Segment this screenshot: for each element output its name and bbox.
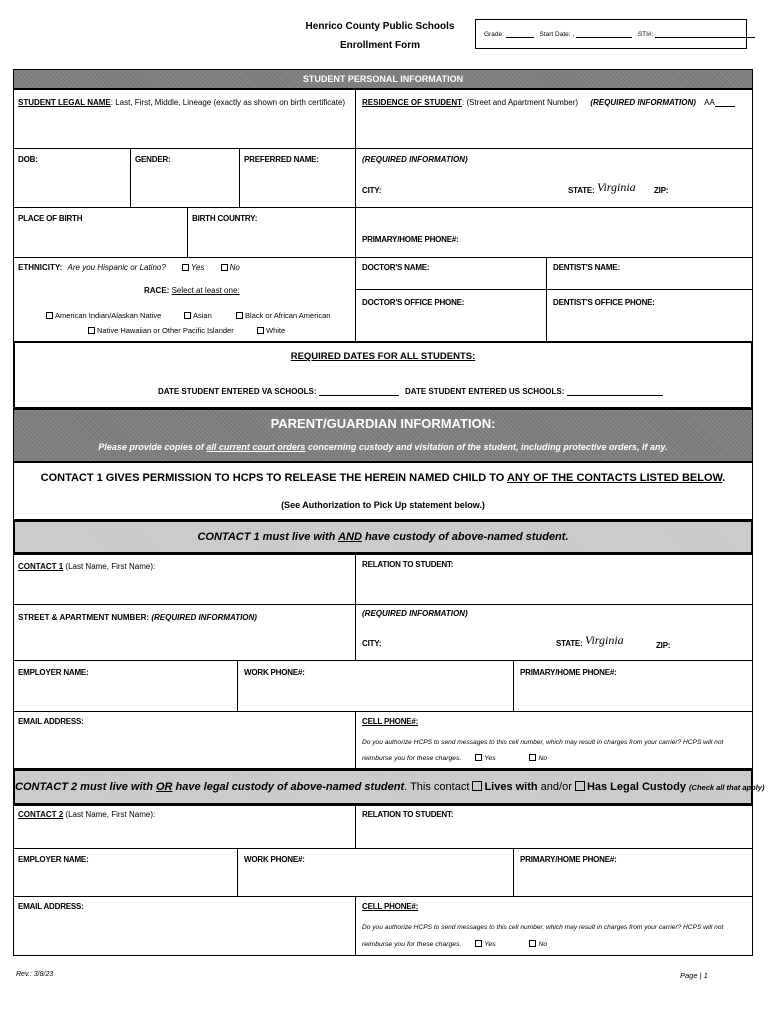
contact2-has-custody-label: Has Legal Custody xyxy=(586,781,686,793)
contact1-header xyxy=(13,520,753,554)
ethnicity-yes-label: Yes xyxy=(191,263,205,272)
contact2-check-all: (Check all that apply) xyxy=(689,783,765,792)
contact2-work-phone-cell[interactable] xyxy=(237,848,514,897)
contact2-home-phone-cell[interactable] xyxy=(513,848,753,897)
city-label: CITY: xyxy=(362,186,382,195)
aa-field[interactable] xyxy=(715,106,735,107)
state-value: Virginia xyxy=(597,180,636,194)
contact2-andor: and/or xyxy=(537,781,575,793)
contact1-employer-cell[interactable] xyxy=(13,660,238,712)
ethnicity-label: ETHNICITY: xyxy=(18,263,63,272)
dentist-name-label: DENTIST'S NAME: xyxy=(553,263,620,272)
city-state-cell[interactable] xyxy=(355,148,753,208)
contact2-email-label: EMAIL ADDRESS: xyxy=(18,902,84,911)
contact1-cell-no-checkbox[interactable] xyxy=(529,754,536,761)
contact1-street-label: STREET & APARTMENT NUMBER: xyxy=(18,613,150,622)
grade-field[interactable] xyxy=(506,37,534,38)
dentist-name-cell[interactable] xyxy=(546,257,753,290)
ethnicity-no-checkbox[interactable] xyxy=(221,264,228,271)
race-pacific-islander-checkbox[interactable] xyxy=(88,327,95,334)
race-option: Asian xyxy=(193,311,212,320)
dentist-phone-cell[interactable] xyxy=(546,289,753,342)
court-order-note-end: concerning custody and visitation of the student, including protective orders, if any. xyxy=(305,442,668,452)
required-dates-box xyxy=(13,341,753,409)
contact2-has-custody-checkbox[interactable] xyxy=(575,781,585,791)
revision-date: Rev.: 3/8/23 xyxy=(16,971,54,978)
ethnicity-no-label: No xyxy=(229,263,240,272)
contact2-cell-label: CELL PHONE#: xyxy=(362,902,419,911)
contact1-state-label: STATE: xyxy=(556,639,583,648)
residence-required: (REQUIRED INFORMATION) xyxy=(590,98,696,107)
race-asian-checkbox[interactable] xyxy=(184,312,191,319)
contact2-cell-no-checkbox[interactable] xyxy=(529,940,536,947)
legal-name-hint: : Last, First, Middle, Lineage (exactly as shown on birth certificate) xyxy=(110,98,346,107)
gender-label: GENDER: xyxy=(135,155,171,164)
contact2-header-mid: have legal custody of above-named student xyxy=(172,781,405,793)
student-section-header xyxy=(13,69,753,89)
start-date-field[interactable] xyxy=(576,37,632,38)
contact2-header xyxy=(13,769,765,805)
residence-cell[interactable] xyxy=(355,89,753,149)
contact1-city-required: (REQUIRED INFORMATION) xyxy=(362,609,468,618)
page-number: Page | 1 xyxy=(680,971,708,980)
contact1-cell-phone-cell[interactable] xyxy=(355,711,753,769)
contact1-home-phone-cell[interactable] xyxy=(513,660,753,712)
race-black-checkbox[interactable] xyxy=(236,312,243,319)
contact1-city-label: CITY: xyxy=(362,639,382,648)
contact2-cell-note2: reimburse you for these charges. xyxy=(362,941,462,948)
aa-label: AA xyxy=(704,98,715,107)
zip-label: ZIP: xyxy=(654,186,669,195)
contact1-city-cell[interactable] xyxy=(355,604,753,661)
contact2-header-plain: . This contact xyxy=(404,781,473,793)
contact2-employer-label: EMPLOYER NAME: xyxy=(18,855,89,864)
dentist-phone-label: DENTIST'S OFFICE PHONE: xyxy=(553,298,655,307)
contact1-header-text: CONTACT 1 must live with xyxy=(197,531,339,543)
contact2-header-text: CONTACT 2 must live with xyxy=(15,781,156,793)
race-option: Black or African American xyxy=(245,311,331,320)
contact1-cell-yes-label: Yes xyxy=(484,755,496,762)
contact2-header-emphasis: OR xyxy=(155,781,173,793)
residence-label: RESIDENCE OF STUDENT xyxy=(362,98,463,107)
ethnicity-yes-checkbox[interactable] xyxy=(182,264,189,271)
us-date-field[interactable] xyxy=(567,395,663,396)
contact1-header-emphasis: AND xyxy=(338,531,362,543)
contact2-work-phone-label: WORK PHONE#: xyxy=(244,855,305,864)
grade-label: Grade: xyxy=(484,31,504,38)
contact1-header-end: have custody of above-named student. xyxy=(361,531,569,543)
contact1-email-label: EMAIL ADDRESS: xyxy=(18,717,84,726)
permission-statement: CONTACT 1 GIVES PERMISSION TO HCPS TO RELEASE THE HEREIN NAMED CHILD TO xyxy=(40,472,507,484)
contact1-cell-yes-checkbox[interactable] xyxy=(475,754,482,761)
required-dates-title: REQUIRED DATES FOR ALL STUDENTS: xyxy=(290,351,476,362)
contact2-lives-with-label: Lives with xyxy=(484,781,538,793)
state-label: STATE: xyxy=(568,186,595,195)
contact1-street-cell[interactable] xyxy=(13,604,356,661)
contact1-relation-cell[interactable] xyxy=(355,554,753,605)
permission-statement-emphasis: ANY OF THE CONTACTS LISTED BELOW xyxy=(506,472,723,484)
contact2-cell-yes-label: Yes xyxy=(484,941,496,948)
contact2-cell-note: Do you authorize HCPS to send messages to this cell number, which may result in charges from your carrier? HCPS will not xyxy=(362,924,724,931)
birth-country-label: BIRTH COUNTRY: xyxy=(192,214,258,223)
home-phone-cell[interactable] xyxy=(355,207,753,258)
contact1-name-cell[interactable] xyxy=(13,554,356,605)
contact1-relation-label: RELATION TO STUDENT: xyxy=(362,560,454,569)
permission-box xyxy=(13,462,753,520)
dob-label: DOB: xyxy=(18,155,38,164)
contact1-cell-note: Do you authorize HCPS to send messages to this cell number, which may result in charges from your carrier? HCPS will not xyxy=(362,739,724,746)
race-label: RACE: xyxy=(144,286,170,295)
ethnicity-question: Are you Hispanic or Latino? xyxy=(67,263,166,272)
place-of-birth-cell[interactable] xyxy=(13,207,188,258)
contact2-name-hint: (Last Name, First Name): xyxy=(63,810,156,819)
contact1-name-hint: (Last Name, First Name): xyxy=(63,562,156,571)
city-required: (REQUIRED INFORMATION) xyxy=(362,155,468,164)
us-date-label: DATE STUDENT ENTERED US SCHOOLS: xyxy=(405,387,565,396)
race-option: American Indian/Alaskan Native xyxy=(55,311,162,320)
permission-statement-end: . xyxy=(722,472,726,484)
contact1-work-phone-label: WORK PHONE#: xyxy=(244,668,305,677)
doctor-phone-label: DOCTOR'S OFFICE PHONE: xyxy=(362,298,465,307)
office-use-box xyxy=(475,19,747,49)
race-white-checkbox[interactable] xyxy=(257,327,264,334)
doctor-name-cell[interactable] xyxy=(355,257,547,290)
va-date-field[interactable] xyxy=(319,395,399,396)
contact1-cell-label: CELL PHONE#: xyxy=(362,717,419,726)
doctor-name-label: DOCTOR'S NAME: xyxy=(362,263,430,272)
legal-name-cell[interactable] xyxy=(13,89,356,149)
residence-hint: : (Street and Apartment Number) xyxy=(462,98,579,107)
contact1-zip-label: ZIP: xyxy=(656,641,671,650)
sti-field[interactable] xyxy=(655,37,755,38)
race-hint: Select at least one: xyxy=(171,286,240,295)
doctor-phone-cell[interactable] xyxy=(355,289,547,342)
birth-country-cell[interactable] xyxy=(187,207,356,258)
parent-section-title: PARENT/GUARDIAN INFORMATION: xyxy=(270,416,496,431)
contact2-cell-yes-checkbox[interactable] xyxy=(475,940,482,947)
gender-cell[interactable] xyxy=(130,148,240,208)
student-section-title: STUDENT PERSONAL INFORMATION xyxy=(302,74,464,84)
contact2-relation-cell[interactable] xyxy=(355,805,753,849)
contact2-name-cell[interactable] xyxy=(13,805,356,849)
permission-subnote: (See Authorization to Pick Up statement below.) xyxy=(281,500,485,510)
contact1-home-phone-label: PRIMARY/HOME PHONE#: xyxy=(520,668,617,677)
contact2-home-phone-label: PRIMARY/HOME PHONE#: xyxy=(520,855,617,864)
contact1-name-label: CONTACT 1 xyxy=(18,562,64,571)
contact1-employer-label: EMPLOYER NAME: xyxy=(18,668,89,677)
race-american-indian-checkbox[interactable] xyxy=(46,312,53,319)
dob-cell[interactable] xyxy=(13,148,131,208)
preferred-name-label: PREFERRED NAME: xyxy=(244,155,319,164)
form-subtitle: Enrollment Form xyxy=(339,40,420,51)
court-order-note: Please provide copies of xyxy=(98,442,207,452)
preferred-name-cell[interactable] xyxy=(239,148,356,208)
contact2-cell-no-label: No xyxy=(538,941,548,948)
home-phone-label: PRIMARY/HOME PHONE#: xyxy=(362,235,459,244)
place-of-birth-label: PLACE OF BIRTH xyxy=(18,214,83,223)
court-order-note-emphasis: all current court orders xyxy=(206,442,306,452)
contact1-email-cell[interactable] xyxy=(13,711,356,769)
contact2-email-cell[interactable] xyxy=(13,896,356,956)
contact2-employer-cell[interactable] xyxy=(13,848,238,897)
contact1-work-phone-cell[interactable] xyxy=(237,660,514,712)
contact2-lives-with-checkbox[interactable] xyxy=(472,781,482,791)
start-date-label: Start Date: , xyxy=(539,31,575,38)
contact2-name-label: CONTACT 2 xyxy=(18,810,64,819)
race-option: Native Hawaiian or Other Pacific Islander xyxy=(97,326,234,335)
form-title: Henrico County Public Schools xyxy=(305,21,455,32)
contact2-cell-phone-cell[interactable] xyxy=(355,896,753,956)
contact1-cell-note2: reimburse you for these charges. xyxy=(362,755,462,762)
va-date-label: DATE STUDENT ENTERED VA SCHOOLS: xyxy=(158,387,317,396)
ethnicity-race-cell xyxy=(13,257,356,342)
contact1-state-value: Virginia xyxy=(585,633,624,647)
race-option: White xyxy=(266,326,286,335)
contact1-street-required: (REQUIRED INFORMATION) xyxy=(151,613,257,622)
legal-name-label: STUDENT LEGAL NAME xyxy=(18,98,111,107)
parent-section-header xyxy=(13,409,753,462)
contact2-relation-label: RELATION TO STUDENT: xyxy=(362,810,454,819)
sti-label: STI#: xyxy=(637,31,654,38)
contact1-cell-no-label: No xyxy=(538,755,548,762)
